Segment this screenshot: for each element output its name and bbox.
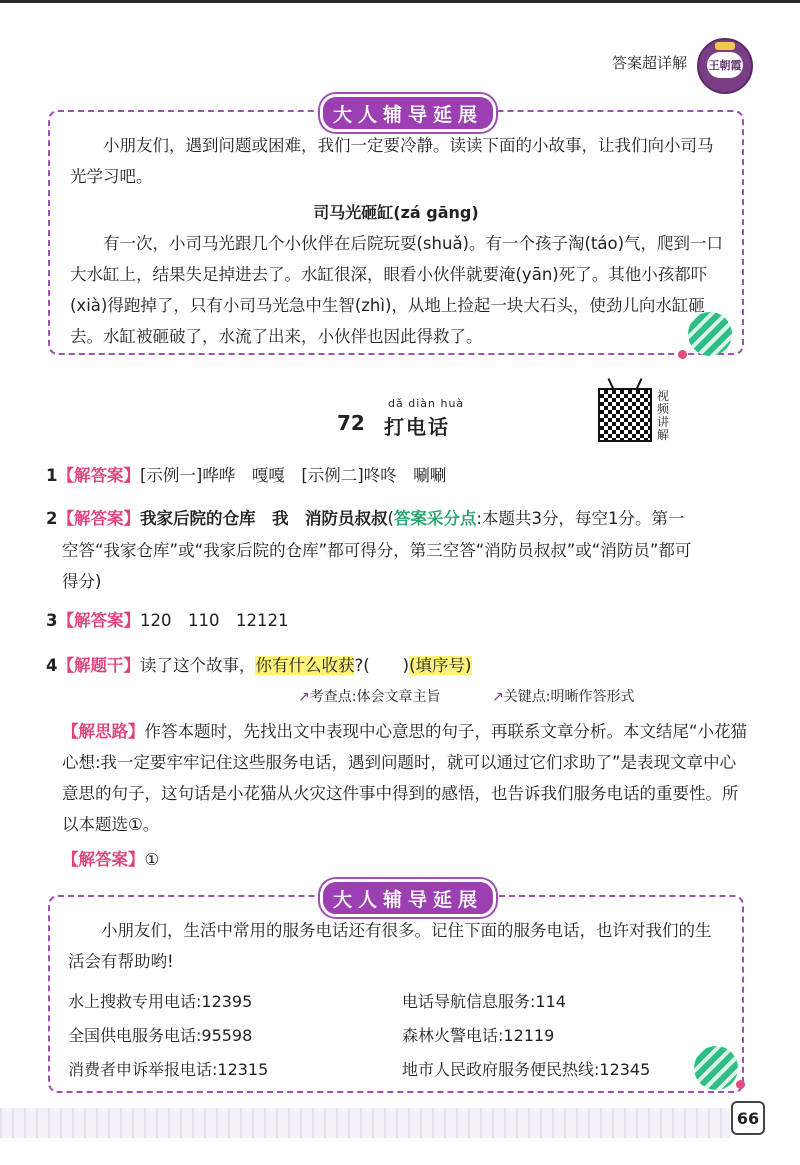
open-paren: (: [387, 509, 394, 528]
final-answer: [62, 844, 159, 875]
score-text-3: 得分): [62, 572, 102, 591]
lesson-number: 72: [337, 411, 365, 435]
lesson-title: 打电话: [384, 415, 450, 439]
extension-box-2: [48, 888, 744, 1093]
score-text-2: 空答“我家仓库”或“我家后院的仓库”都可得分，第三空答“消防员叔叔”或“消防员”都可: [62, 541, 692, 560]
score-label: 答案采分点: [393, 509, 477, 528]
answer-text: [示例一]哗哗 嘎嘎 [示例二]咚咚 唰唰: [139, 466, 447, 485]
note-check-point: [298, 686, 440, 706]
extension-box-title: 大人辅导延展: [320, 879, 496, 917]
phone-item: 电话导航信息服务:114: [402, 992, 566, 1011]
analysis-tag: 【解思路】: [62, 722, 145, 741]
question-number: 3: [46, 611, 58, 630]
crown-icon: [715, 42, 735, 50]
question-1: [46, 460, 446, 491]
dot-icon: [736, 1080, 745, 1089]
arrow-icon: ↗: [492, 689, 504, 705]
top-border: [0, 0, 800, 3]
note-key-point: [492, 686, 634, 706]
stem-fill: (填序号): [409, 656, 472, 675]
brand-logo: [697, 38, 753, 94]
page-number: 66: [731, 1101, 765, 1135]
stem-tag: 【解题干】: [57, 656, 140, 675]
stem-pre: 读了这个故事，: [139, 656, 256, 675]
stem-mid: ?( ): [354, 656, 410, 675]
question-number: 2: [46, 509, 58, 528]
question-2: [46, 503, 684, 534]
dot-icon: [678, 350, 687, 359]
analysis-text: 作答本题时，先找出文中表现中心意思的句子，再联系文章分析。本文结尾“小花猫心想:我一定要牢牢记住这些服务电话，遇到问题时，就可以通过它们求助了”是表现文章中心意思的句子，这句话是小花猫从火灾这件事中得到的感悟，也告诉我们服务电话的重要性。所以本题选①。: [62, 722, 748, 834]
question-3: [46, 605, 288, 636]
phone-item: 森林火警电话:12119: [402, 1026, 555, 1045]
arrow-icon: ↗: [298, 689, 310, 705]
lesson-pinyin: dǎ diàn huà: [388, 397, 465, 410]
analysis: [62, 716, 748, 840]
box1-intro: 小朋友们，遇到问题或困难，我们一定要冷静。读读下面的小故事，让我们向小司马光学习吧。: [70, 136, 714, 186]
box2-intro: 小朋友们，生活中常用的服务电话还有很多。记住下面的服务电话，也许对我们的生活会有帮助哟!: [68, 921, 712, 971]
extension-box-1: [48, 103, 744, 355]
decorative-ball-icon: [688, 312, 732, 356]
footer-bar: [0, 1108, 730, 1138]
phone-item: 地市人民政府服务便民热线:12345: [402, 1060, 651, 1079]
answer-text: ①: [144, 850, 160, 869]
logo-text: 王朝霞: [707, 52, 743, 78]
stem-highlight: 你有什么收获: [255, 656, 355, 675]
score-text-1: :本题共3分，每空1分。第一: [476, 509, 685, 528]
answer-tag: 【解答案】: [62, 850, 145, 869]
video-label[interactable]: 视频讲解: [657, 389, 670, 442]
question-number: 4: [46, 656, 58, 675]
answer-tag: 【解答案】: [57, 466, 140, 485]
phone-item: 消费者申诉举报电话:12315: [68, 1060, 269, 1079]
answer-tag: 【解答案】: [57, 509, 140, 528]
answer-text: 我家后院的仓库 我 消防员叔叔: [139, 509, 388, 528]
qr-code-icon[interactable]: [598, 388, 652, 442]
question-4: [46, 650, 472, 681]
story-title: 司马光砸缸(zá gāng): [313, 203, 479, 222]
answer-text: 120 110 12121: [139, 611, 289, 630]
phone-item: 水上搜救专用电话:12395: [68, 992, 253, 1011]
answer-tag: 【解答案】: [57, 611, 140, 630]
extension-box-title: 大人辅导延展: [320, 94, 496, 132]
story-text: 有一次，小司马光跟几个小伙伴在后院玩耍(shuǎ)。有一个孩子淘(táo)气，爬到一口大水缸上，结果失足掉进去了。水缸很深，眼看小伙伴就要淹(yān)死了。其他小孩都吓(xià)得跑掉了，只有小司马光急中生智(zhì)，从地上捡起一块大石头，使劲儿向水缸砸去。水缸被砸破了，水流了出来，小伙伴也因此得救了。: [70, 234, 724, 346]
note-1-text: 考查点:体会文章主旨: [309, 689, 441, 705]
header-label: 答案超详解: [612, 54, 688, 72]
question-number: 1: [46, 466, 58, 485]
phone-item: 全国供电服务电话:95598: [68, 1026, 253, 1045]
note-2-text: 关键点:明晰作答形式: [503, 689, 635, 705]
decorative-ball-icon: [694, 1046, 738, 1090]
